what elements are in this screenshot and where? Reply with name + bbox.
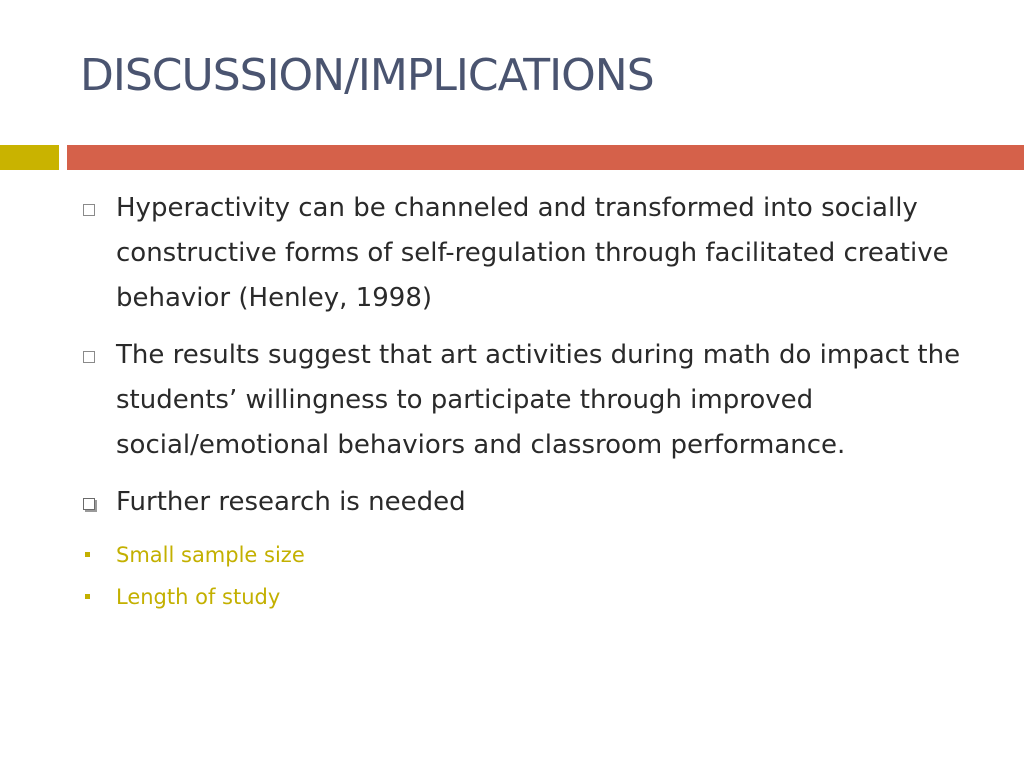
- hollow-square-icon: [83, 351, 95, 363]
- small-square-icon: [85, 552, 90, 557]
- bullet-text: The results suggest that art activities during math do impact the students’ willingness to participate through improved social/emotional behaviors and classroom performance.: [116, 340, 961, 460]
- shadowed-square-icon: [83, 498, 95, 510]
- bullet-text: Hyperactivity can be channeled and transformed into socially constructive forms of self-regulation through facilitated creative behavior (Henley, 1998): [116, 193, 949, 313]
- sub-bullet-item: [80, 533, 985, 577]
- bullet-text: Further research is needed: [116, 487, 466, 517]
- slide-title: DISCUSSION/IMPLICATIONS: [80, 50, 654, 101]
- sub-bullet-text: Small sample size: [116, 543, 305, 567]
- hollow-square-icon: [83, 204, 95, 216]
- small-square-icon: [85, 594, 90, 599]
- bullet-item: [80, 333, 985, 468]
- accent-bar-left: [0, 145, 59, 170]
- accent-bar-right: [67, 145, 1024, 170]
- sub-bullet-item: [80, 575, 985, 619]
- bullet-item: [80, 186, 985, 321]
- bullet-item: [80, 480, 985, 525]
- sub-bullet-text: Length of study: [116, 585, 281, 609]
- bullet-list: [80, 186, 985, 621]
